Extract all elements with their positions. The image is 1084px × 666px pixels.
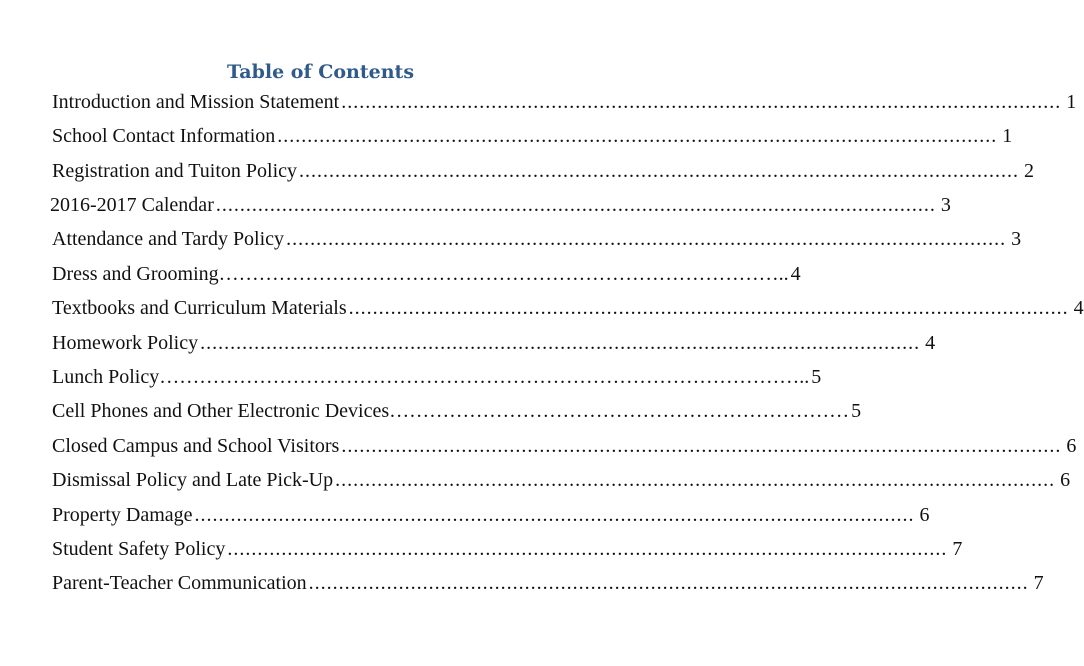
dot-leader: ……………………………………………………………: [389, 400, 850, 422]
toc-entry-label: Attendance and Tardy Policy: [52, 228, 285, 250]
toc-entry-page: 7: [952, 538, 963, 560]
toc-entry: [52, 467, 1071, 493]
toc-entry-label: Closed Campus and School Visitors: [52, 435, 340, 457]
toc-entry: [50, 192, 951, 218]
toc-entry-label: 2016-2017 Calendar: [50, 194, 214, 216]
toc-entry: [52, 536, 963, 562]
toc-entry: [52, 398, 862, 424]
toc-entry-label: Dress and Grooming: [52, 263, 219, 285]
toc-entry-page: 7: [1033, 572, 1044, 594]
toc-entry: [52, 502, 930, 528]
dot-leader: ........................................................................................................................: [341, 435, 1062, 457]
dot-leader: ........................................................................................................................: [200, 332, 921, 354]
toc-entry: [52, 364, 822, 390]
dot-leader: ........................................................................................................................: [215, 194, 936, 216]
toc-entry: [52, 295, 1084, 321]
toc-entry-page: 5: [851, 400, 862, 422]
toc-entry-page: 3: [1011, 228, 1022, 250]
toc-entry-label: Property Damage: [52, 504, 193, 526]
dot-leader: …………………………………………………………………………..: [218, 263, 789, 285]
dot-leader: ........................................................................................................................: [341, 91, 1062, 113]
toc-entry-page: 6: [1066, 435, 1077, 457]
toc-entry-page: 4: [925, 332, 936, 354]
toc-entry: [52, 570, 1044, 596]
toc-entry-page: 2: [1024, 160, 1035, 182]
toc-entry-label: Lunch Policy: [52, 366, 160, 388]
dot-leader: ........................................................................................................................: [335, 469, 1056, 491]
toc-entry-page: 4: [790, 263, 801, 285]
toc-entry-label: Student Safety Policy: [52, 538, 226, 560]
toc-entry-label: Dismissal Policy and Late Pick-Up: [52, 469, 334, 491]
dot-leader: ........................................................................................................................: [277, 125, 998, 147]
toc-entry: [52, 261, 801, 287]
dot-leader: ........................................................................................................................: [227, 538, 948, 560]
toc-entry: [52, 433, 1077, 459]
toc-entry-label: Cell Phones and Other Electronic Devices: [52, 400, 390, 422]
dot-leader: ……………………………………………………………………………………..: [159, 366, 810, 388]
toc-entry: [52, 123, 1013, 149]
dot-leader: ........................................................................................................................: [299, 160, 1020, 182]
toc-entry-label: Introduction and Mission Statement: [52, 91, 340, 113]
toc-entry: [52, 330, 936, 356]
toc-entry-page: 4: [1073, 297, 1084, 319]
dot-leader: ........................................................................................................................: [348, 297, 1069, 319]
toc-entry: [52, 158, 1035, 184]
toc-entry-label: Textbooks and Curriculum Materials: [52, 297, 347, 319]
toc-entry: [52, 89, 1077, 115]
dot-leader: ........................................................................................................................: [194, 504, 915, 526]
dot-leader: ........................................................................................................................: [286, 228, 1007, 250]
toc-entry-page: 3: [940, 194, 951, 216]
toc-entry-page: 5: [811, 366, 822, 388]
toc-title: Table of Contents: [226, 61, 415, 83]
toc-entry-label: Homework Policy: [52, 332, 199, 354]
toc-entry-page: 1: [1002, 125, 1013, 147]
toc-entry-label: School Contact Information: [52, 125, 276, 147]
dot-leader: ........................................................................................................................: [308, 572, 1029, 594]
toc-entry-page: 1: [1066, 91, 1077, 113]
toc-entry: [52, 226, 1022, 252]
toc-entry-page: 6: [919, 504, 930, 526]
toc-entry-page: 6: [1060, 469, 1071, 491]
toc-entry-label: Parent-Teacher Communication: [52, 572, 307, 594]
toc-entry-label: Registration and Tuiton Policy: [52, 160, 298, 182]
